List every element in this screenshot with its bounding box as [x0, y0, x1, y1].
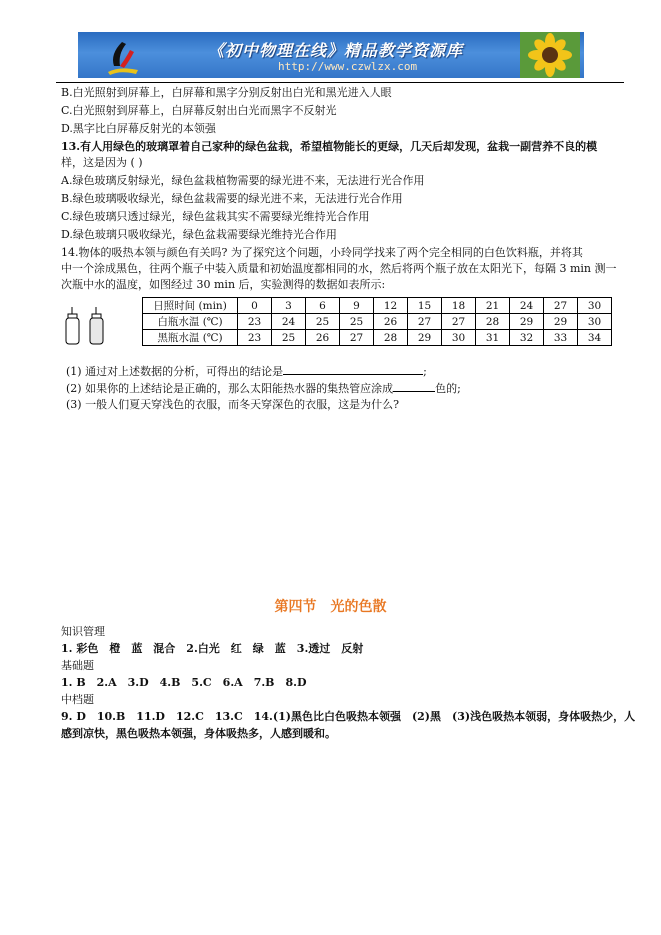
q14-stem-line2: 中一个涂成黑色，往两个瓶子中装入质量和初始温度都相同的水，然后将两个瓶子放在太阳光下，每隔 3 min 测一	[61, 262, 617, 275]
table-cell: 27	[442, 314, 476, 330]
mid-answers-line1: 9. D 10.B 11.D 12.C 13.C 14.(1)黑色比白色吸热本领强 (2)黑 (3)浅色吸热本领弱，身体吸热少，人	[61, 710, 636, 723]
table-cell: 28	[476, 314, 510, 330]
table-cell: 21	[476, 298, 510, 314]
banner-title: 《初中物理在线》精品教学资源库	[208, 41, 464, 60]
table-row-white	[143, 314, 612, 330]
table-cell: 0	[238, 298, 272, 314]
table-cell: 12	[374, 298, 408, 314]
table-cell: 23	[238, 330, 272, 346]
black-bottle-icon	[90, 307, 103, 344]
q14-sub3: (3) 一般人们夏天穿浅色的衣服，而冬天穿深色的衣服，这是为什么?	[66, 398, 399, 411]
table-cell: 27	[544, 298, 578, 314]
table-cell: 26	[306, 330, 340, 346]
table-cell: 29	[510, 314, 544, 330]
q14-stem-line3: 次瓶中水的温度，如图经过 30 min 后，实验测得的数据如表所示:	[61, 278, 386, 291]
table-cell: 27	[340, 330, 374, 346]
table-cell: 30	[578, 298, 612, 314]
bottles-figure	[60, 306, 110, 346]
q14-stem-line1: 14.物体的吸热本领与颜色有关吗? 为了探究这个问题，小玲同学找来了两个完全相同的白色饮料瓶，并将其	[61, 246, 583, 259]
sunflower-icon	[520, 32, 580, 78]
q14-sub1-end: ;	[423, 365, 427, 378]
table-cell: 24	[272, 314, 306, 330]
site-logo-icon	[100, 36, 144, 76]
table-cell: 34	[578, 330, 612, 346]
q13-stem-line1	[61, 140, 597, 153]
table-cell: 30	[578, 314, 612, 330]
table-cell: 29	[544, 314, 578, 330]
q13-option-c: C.绿色玻璃只透过绿光，绿色盆栽其实不需要绿光维持光合作用	[61, 210, 370, 223]
white-bottle-icon	[66, 307, 79, 344]
knowledge-label: 知识管理	[61, 625, 105, 638]
table-row-black	[143, 330, 612, 346]
answer-blank	[393, 381, 435, 392]
table-cell: 25	[272, 330, 306, 346]
q13-option-d: D.绿色玻璃只吸收绿光，绿色盆栽需要绿光维持光合作用	[61, 228, 337, 241]
q13-stem: 13.有人用绿色的玻璃罩着自己家种的绿色盆栽，希望植物能长的更绿，几天后却发现，盆栽一副营养不良的模	[61, 140, 598, 153]
table-cell: 18	[442, 298, 476, 314]
section-title: 第四节 光的色散	[274, 599, 387, 615]
table-cell: 30	[442, 330, 476, 346]
q14-sub1-text: (1) 通过对上述数据的分析，可得出的结论是	[66, 365, 284, 378]
basic-label: 基础题	[61, 659, 94, 672]
table-cell: 15	[408, 298, 442, 314]
q14-sub2-end: 色的;	[435, 382, 461, 395]
row-label: 白瓶水温 (℃)	[143, 314, 238, 330]
table-cell: 25	[340, 314, 374, 330]
table-cell: 26	[374, 314, 408, 330]
table-cell: 9	[340, 298, 374, 314]
row-label: 黑瓶水温 (℃)	[143, 330, 238, 346]
header-banner	[78, 32, 584, 78]
q12-option-d: D.黑字比白屏幕反射光的本领强	[61, 122, 216, 135]
table-cell: 3	[272, 298, 306, 314]
table-cell: 25	[306, 314, 340, 330]
table-cell: 31	[476, 330, 510, 346]
answer-blank	[283, 364, 423, 375]
data-table	[142, 297, 612, 346]
header-rule	[56, 82, 624, 83]
table-cell: 33	[544, 330, 578, 346]
q13-option-a: A.绿色玻璃反射绿光，绿色盆栽植物需要的绿光进不来，无法进行光合作用	[61, 174, 425, 187]
table-cell: 6	[306, 298, 340, 314]
knowledge-answers: 1. 彩色 橙 蓝 混合 2.白光 红 绿 蓝 3.透过 反射	[61, 642, 364, 655]
row-label: 日照时间 (min)	[143, 298, 238, 314]
table-cell: 27	[408, 314, 442, 330]
mid-answers-line2: 感到凉快，黑色吸热本领强，身体吸热多，人感到暖和。	[61, 727, 336, 740]
q13-stem-line2: 样，这是因为 ( )	[61, 156, 143, 169]
q14-sub2	[66, 381, 461, 395]
basic-answers: 1. B 2.A 3.D 4.B 5.C 6.A 7.B 8.D	[61, 676, 307, 689]
q13-option-b: B.绿色玻璃吸收绿光，绿色盆栽需要的绿光进不来，无法进行光合作用	[61, 192, 403, 205]
mid-label: 中档题	[61, 693, 94, 706]
table-cell: 28	[374, 330, 408, 346]
q12-option-c: C.白光照射到屏幕上，白屏幕反射出白光而黑字不反射光	[61, 104, 337, 117]
q14-sub2-text: (2) 如果你的上述结论是正确的，那么太阳能热水器的集热管应涂成	[66, 382, 394, 395]
table-cell: 24	[510, 298, 544, 314]
table-row-time	[143, 298, 612, 314]
q14-sub1	[66, 364, 427, 378]
q12-option-b: B.白光照射到屏幕上，白屏幕和黑字分别反射出白光和黑光进入人眼	[61, 86, 392, 99]
banner-url: http://www.czwlzx.com	[278, 60, 418, 73]
table-cell: 23	[238, 314, 272, 330]
table-cell: 29	[408, 330, 442, 346]
table-cell: 32	[510, 330, 544, 346]
